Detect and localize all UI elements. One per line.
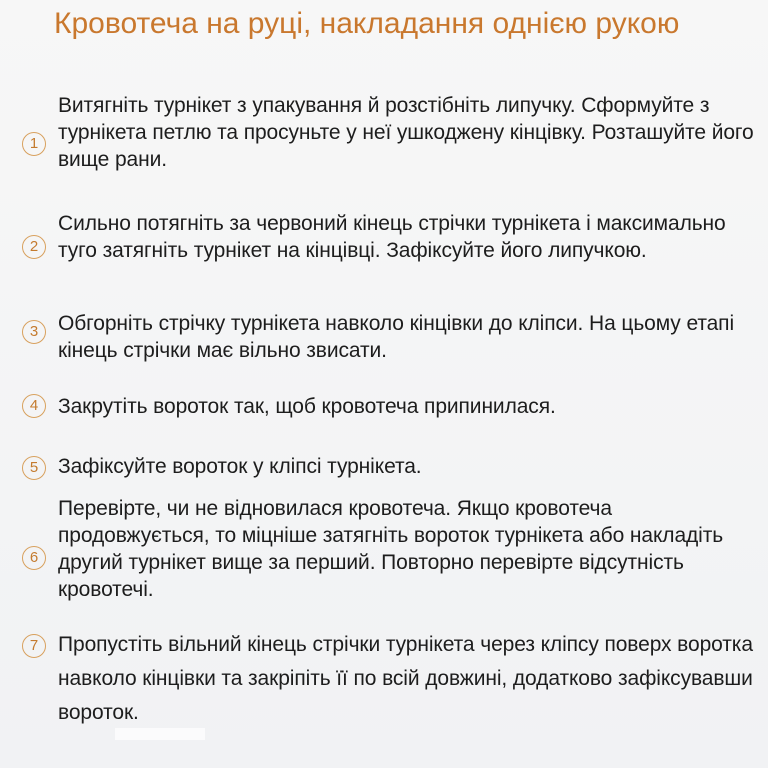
step-number-5: 5 bbox=[22, 456, 46, 480]
step-text-4: Закрутіть вороток так, щоб кровотеча припинилася. bbox=[58, 395, 556, 418]
step-number-3: 3 bbox=[22, 320, 46, 344]
bottom-highlight-strip bbox=[115, 728, 205, 740]
step-number-2: 2 bbox=[22, 235, 46, 259]
step-number-4: 4 bbox=[22, 394, 46, 418]
step-text-3: Обгорніть стрічку турнікета навколо кінцівки до кліпси. На цьому етапі кінець стрічки має вільно звисати. bbox=[58, 312, 735, 362]
step-number-1: 1 bbox=[22, 132, 46, 156]
step-text-7: Пропустіть вільний кінець стрічки турнікета через кліпсу поверх воротка навколо кінцівки та закріпіть її по всій довжині, додатково зафіксувавши вороток. bbox=[58, 633, 753, 724]
page-title: Кровотеча на руці, накладання однією рукою bbox=[54, 7, 680, 40]
step-number-7: 7 bbox=[22, 634, 46, 658]
step-text-6: Перевірте, чи не відновилася кровотеча. Якщо кровотеча продовжується, то міцніше затягніть вороток турнікета або накладіть другий турнікет вище за перший. Повторно перевірте відсутність кровотечі. bbox=[58, 497, 724, 601]
step-number-6: 6 bbox=[22, 546, 46, 570]
step-text-2: Сильно потягніть за червоний кінець стрічки турнікета і максимально туго затягніть турнікет на кінцівці. Зафіксуйте його липучкою. bbox=[58, 212, 726, 262]
step-text-5: Зафіксуйте вороток у кліпсі турнікета. bbox=[58, 455, 422, 478]
step-text-1: Витягніть турнікет з упакування й розстібніть липучку. Сформуйте з турнікета петлю та просуньте у неї ушкоджену кінцівку. Розташуйте його вище рани. bbox=[58, 94, 754, 171]
